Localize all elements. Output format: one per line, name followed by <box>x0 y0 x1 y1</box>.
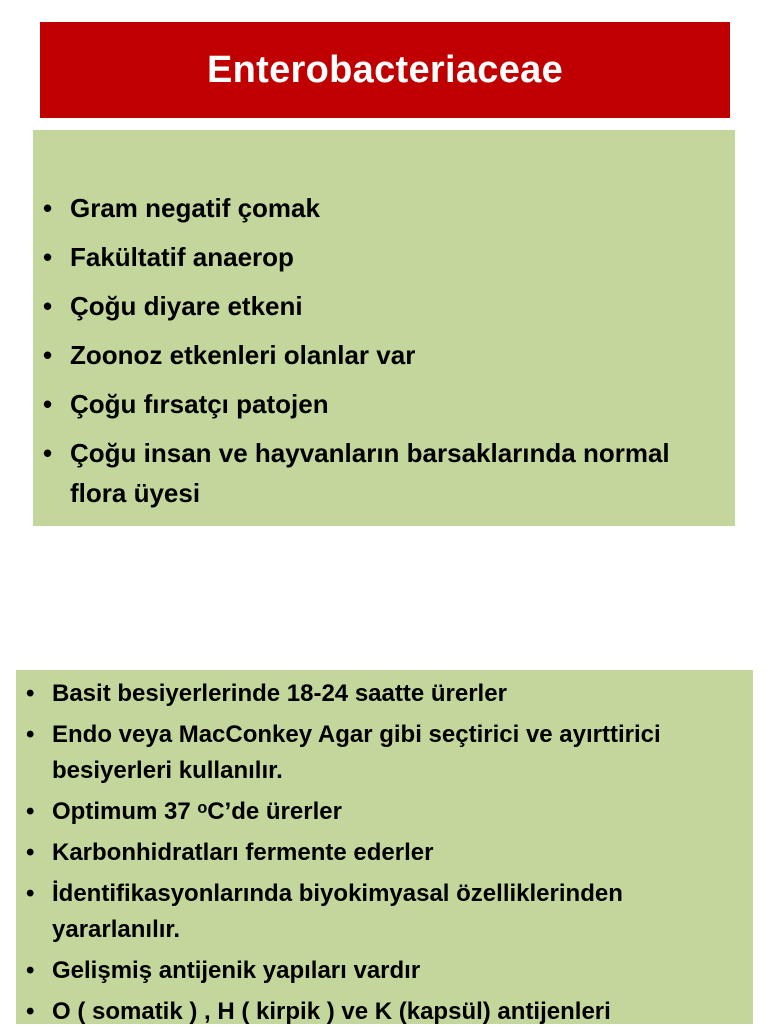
bullet-icon: • <box>43 340 53 370</box>
bottom-bullet-list <box>26 676 741 1030</box>
bullet-icon: • <box>43 291 53 321</box>
list-item: • Zoonoz etkenleri olanlar var <box>43 335 715 375</box>
top-bullet-panel <box>33 130 735 526</box>
bullet-icon: • <box>26 798 35 825</box>
bullet-icon: • <box>43 438 53 468</box>
bullet-icon: • <box>43 389 53 419</box>
list-item: • Optimum 37 ᵒC’de ürerler <box>26 794 741 830</box>
bullet-icon: • <box>26 998 35 1025</box>
list-item: • Basit besiyerlerinde 18-24 saatte ürerler <box>26 676 741 712</box>
list-item: • Gram negatif çomak <box>43 188 715 228</box>
slide-title: Enterobacteriaceae <box>206 48 564 91</box>
list-item: • Gelişmiş antijenik yapıları vardır <box>26 953 741 989</box>
top-bullet-list <box>43 188 715 513</box>
bottom-bullet-panel <box>16 670 753 1024</box>
title-banner <box>40 22 730 118</box>
list-item: • Çoğu fırsatçı patojen <box>43 384 715 424</box>
bullet-icon: • <box>26 839 35 866</box>
list-item: • Çoğu insan ve hayvanların barsaklarında normal flora üyesi <box>43 433 715 513</box>
list-item: • Fakültatif anaerop <box>43 237 715 277</box>
bullet-icon: • <box>26 957 35 984</box>
list-item: • Çoğu diyare etkeni <box>43 286 715 326</box>
bullet-icon: • <box>43 193 53 223</box>
bullet-icon: • <box>26 721 35 748</box>
bullet-icon: • <box>43 242 53 272</box>
bullet-icon: • <box>26 880 35 907</box>
list-item: • Karbonhidratları fermente ederler <box>26 835 741 871</box>
list-item: • O ( somatik ) , H ( kirpik ) ve K (kapsül) antijenleri <box>26 994 741 1030</box>
list-item: • Endo veya MacConkey Agar gibi seçtirici ve ayırttirici besiyerleri kullanılır. <box>26 717 741 789</box>
bullet-icon: • <box>26 680 35 707</box>
list-item: • İdentifikasyonlarında biyokimyasal özelliklerinden yararlanılır. <box>26 876 741 948</box>
